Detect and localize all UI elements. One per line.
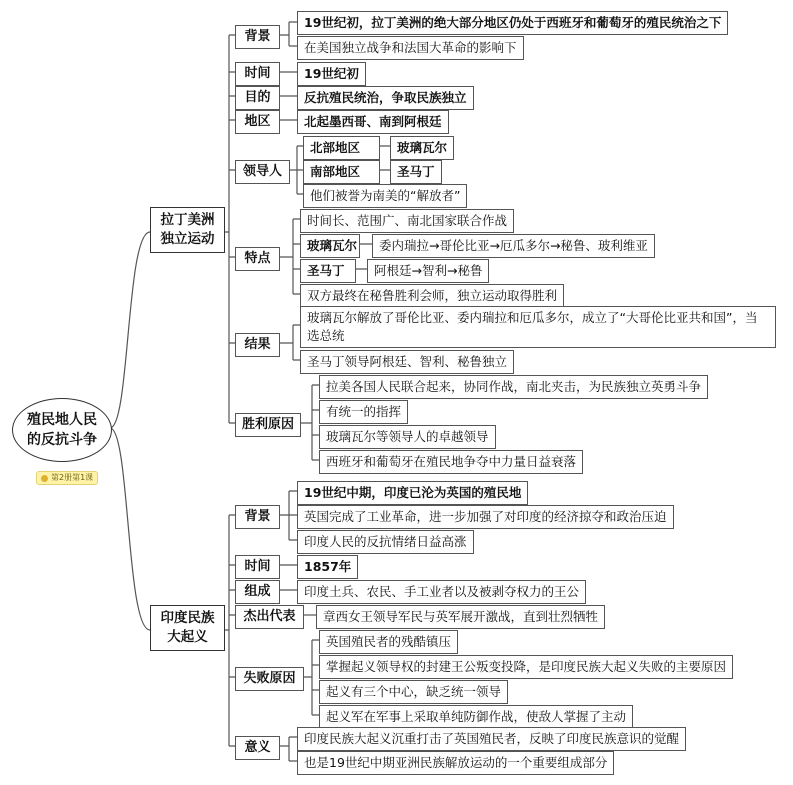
latin-feature-1: 时间长、范围广、南北国家联合作战 bbox=[300, 209, 514, 233]
india-significance-label: 意义 bbox=[235, 736, 280, 760]
latin-goal-label: 目的 bbox=[235, 86, 280, 110]
latin-time-label: 时间 bbox=[235, 62, 280, 86]
latin-feature-3-route: 阿根廷→智利→秘鲁 bbox=[367, 259, 489, 283]
latin-feature-4: 双方最终在秘鲁胜利会师，独立运动取得胜利 bbox=[300, 284, 564, 308]
latin-leader-south: 南部地区 bbox=[303, 160, 380, 184]
india-hero-label: 杰出代表 bbox=[235, 605, 304, 629]
india-failure-1: 英国殖民者的残酷镇压 bbox=[319, 630, 458, 654]
note-icon bbox=[41, 475, 48, 482]
lesson-tag bbox=[36, 471, 98, 485]
latin-victory-1: 拉美各国人民联合起来，协同作战，南北夹击，为民族独立英勇斗争 bbox=[319, 375, 708, 399]
latin-result-1: 玻璃瓦尔解放了哥伦比亚、委内瑞拉和厄瓜多尔，成立了“大哥伦比亚共和国”，当选总统 bbox=[300, 306, 776, 348]
india-failure-2: 掌握起义领导权的封建王公叛变投降，是印度民族大起义失败的主要原因 bbox=[319, 655, 733, 679]
latin-result-label: 结果 bbox=[235, 333, 280, 357]
latin-result-2: 圣马丁领导阿根廷、智利、秘鲁独立 bbox=[300, 350, 514, 374]
root-title-line1: 殖民地人民 bbox=[27, 412, 97, 428]
india-failure-label: 失败原因 bbox=[235, 667, 304, 691]
latin-victory-3: 玻璃瓦尔等领导人的卓越领导 bbox=[319, 425, 496, 449]
india-failure-4: 起义军在军事上采取单纯防御作战，使敌人掌握了主动 bbox=[319, 705, 633, 729]
lesson-tag-label: 第2册第1课 bbox=[51, 473, 94, 482]
india-time-label: 时间 bbox=[235, 555, 280, 579]
root-title-line2: 的反抗斗争 bbox=[27, 432, 97, 448]
india-background-3: 印度人民的反抗情绪日益高涨 bbox=[297, 530, 474, 554]
latin-leader-label: 领导人 bbox=[235, 160, 290, 184]
india-time-value: 1857年 bbox=[297, 555, 358, 579]
latin-background-label: 背景 bbox=[235, 25, 280, 49]
latin-time-value: 19世纪初 bbox=[297, 62, 366, 86]
india-significance-2: 也是19世纪中期亚洲民族解放运动的一个重要组成部分 bbox=[297, 751, 614, 775]
india-background-1: 19世纪中期，印度已沦为英国的殖民地 bbox=[297, 481, 528, 505]
latin-leader-north: 北部地区 bbox=[303, 136, 380, 160]
topic-latin-america bbox=[150, 207, 225, 253]
latin-leader-north-value: 玻璃瓦尔 bbox=[390, 136, 454, 160]
latin-feature-label: 特点 bbox=[235, 247, 280, 271]
india-failure-3: 起义有三个中心，缺乏统一领导 bbox=[319, 680, 508, 704]
india-composition-value: 印度土兵、农民、手工业者以及被剥夺权力的王公 bbox=[297, 580, 586, 604]
topic-latin-america-line2: 独立运动 bbox=[160, 231, 215, 247]
india-significance-1: 印度民族大起义沉重打击了英国殖民者，反映了印度民族意识的觉醒 bbox=[297, 727, 686, 751]
connector bbox=[110, 232, 150, 428]
connector bbox=[110, 428, 150, 630]
root-topic bbox=[12, 398, 112, 462]
india-background-label: 背景 bbox=[235, 505, 280, 529]
latin-leader-note: 他们被誉为南美的“解放者” bbox=[303, 184, 467, 208]
latin-victory-4: 西班牙和葡萄牙在殖民地争夺中力量日益衰落 bbox=[319, 450, 583, 474]
latin-background-1: 19世纪初，拉丁美洲的绝大部分地区仍处于西班牙和葡萄牙的殖民统治之下 bbox=[297, 11, 728, 35]
topic-india-line2: 大起义 bbox=[167, 629, 208, 645]
india-hero-value: 章西女王领导军民与英军展开激战，直到壮烈牺牲 bbox=[316, 605, 605, 629]
latin-area-label: 地区 bbox=[235, 110, 280, 134]
topic-india-uprising bbox=[150, 605, 225, 651]
latin-area-value: 北起墨西哥、南到阿根廷 bbox=[297, 110, 449, 134]
latin-victory-label: 胜利原因 bbox=[235, 413, 301, 437]
latin-victory-2: 有统一的指挥 bbox=[319, 400, 408, 424]
latin-background-2: 在美国独立战争和法国大革命的影响下 bbox=[297, 36, 524, 60]
latin-feature-3: 圣马丁 bbox=[300, 259, 356, 283]
latin-feature-2: 玻璃瓦尔 bbox=[300, 234, 360, 258]
topic-india-line1: 印度民族 bbox=[160, 610, 215, 626]
india-background-2: 英国完成了工业革命，进一步加强了对印度的经济掠夺和政治压迫 bbox=[297, 505, 674, 529]
latin-goal-value: 反抗殖民统治，争取民族独立 bbox=[297, 86, 474, 110]
india-composition-label: 组成 bbox=[235, 580, 280, 604]
latin-feature-2-route: 委内瑞拉→哥伦比亚→厄瓜多尔→秘鲁、玻利维亚 bbox=[372, 234, 655, 258]
connector bbox=[225, 35, 229, 423]
topic-latin-america-line1: 拉丁美洲 bbox=[160, 212, 215, 228]
latin-leader-south-value: 圣马丁 bbox=[390, 160, 442, 184]
